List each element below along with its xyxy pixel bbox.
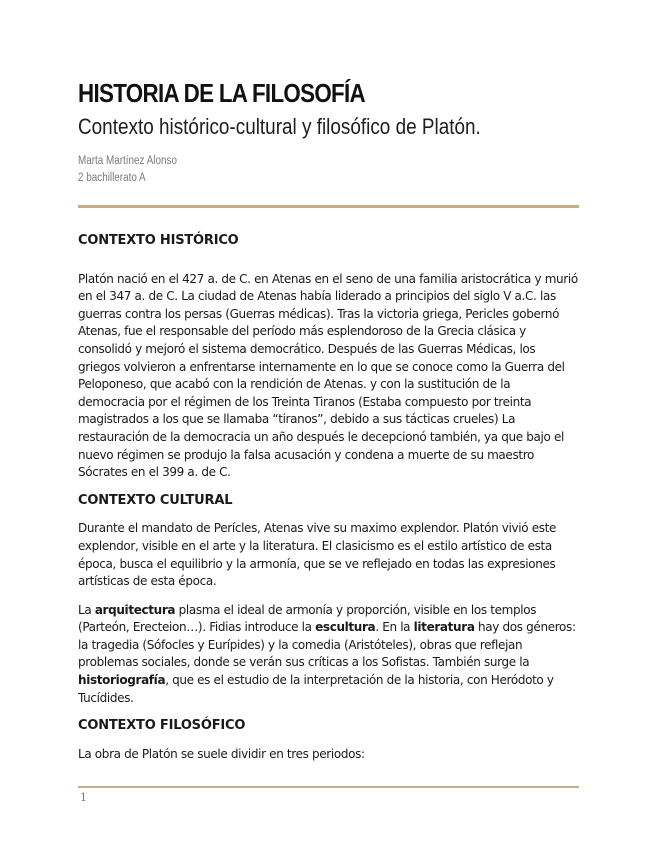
section-heading-cultural: CONTEXTO CULTURAL [78,492,233,508]
text-run: hay dos géneros: la tragedia (Sófocles y Eurípides) y la comedia (Aristóteles), obras que reflejan problemas sociales, donde se verán sus críticas a los Sofistas. También surge la [78,620,576,670]
section-heading-philosophical: CONTEXTO FILOSÓFICO [78,718,246,734]
document-body [78,228,579,763]
text-run: . En la [375,620,414,635]
course-label: 2 bachillerato A [78,172,146,184]
author-block [78,153,177,187]
text-run: plasma el ideal de armonía y proporción, visible en los templos (Parteón, Erecteion…). Fidias introduce la [78,602,537,635]
bold-term-literatura: literatura [413,620,475,635]
text-run: , que es el estudio de la interpretación de la historia, con Heródoto y Tucídides. [78,673,554,705]
paragraph-cultural-1: Durante el mandato de Perícles, Atenas vive su maximo explendor. Platón vivió este explendor, visible en el arte y la literatura. El clasicismo es el estilo artístico de esta época, busca el equilibrio y la armonía, que se ve reflejado en todas las expresiones artísticas de esta época. [78,521,557,589]
paragraph-historical: Platón nació en el 427 a. de C. en Atenas en el seno de una familia aristocrática y murió en el 347 a. de C. La ciudad de Atenas había liderado a principios del siglo V a.C. las guerras contra los persas (Guerras médicas). Tras la victoria griega, Pericles gobernó Atenas, fue el responsable del período más esplendoroso de la Grecia clásica y consolidó y mejoró el sistema democrático. Después de las Guerras Médicas, los griegos volvieron a enfrentarse internamente en lo que se conoce como la Guerra del Peloponeso, que acabó con la rendición de Atenas. y con la sustitución de la democracia por el régimen de los Treinta Tiranos (Estaba compuesto por treinta magistrados a los que se llamaba “tiranos”, debido a sus tácticas crueles) La restauración de la democracia un año después le decepcionó también, ya que bajo el nuevo régimen se produjo la falsa acusación y condena a muerte de su maestro Sócrates en el 399 a. de C. [78,271,578,480]
section-heading-historical: CONTEXTO HISTÓRICO [78,233,239,248]
bold-term-escultura: escultura [315,620,376,635]
page-number: 1 [80,791,87,804]
paragraph-cultural-2 [78,602,579,708]
footer-divider [78,786,579,788]
header-divider [78,205,579,208]
document-subtitle: Contexto histórico-cultural y filosófico de Platón. [78,114,481,139]
author-name: Marta Martínez Alonso [78,155,177,167]
paragraph-philosophical: La obra de Platón se suele dividir en tres periodos: [78,746,365,761]
bold-term-historiografia: historiografía [78,673,166,688]
text-run: La [78,602,95,617]
bold-term-arquitectura: arquitectura [94,602,176,617]
document-title: HISTORIA DE LA FILOSOFÍA [78,78,366,108]
